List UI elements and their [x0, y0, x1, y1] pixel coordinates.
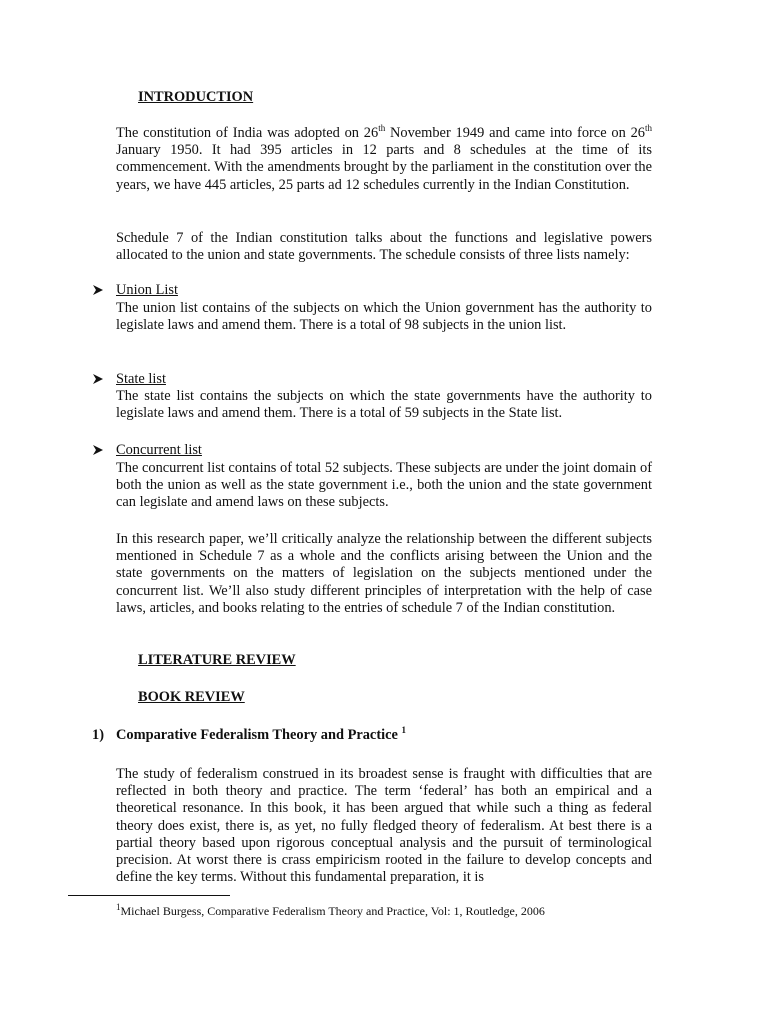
footnote-separator	[68, 895, 230, 896]
footnote	[116, 904, 545, 918]
intro-paragraph-1	[116, 125, 652, 194]
state-list-heading: State list	[116, 371, 166, 387]
intro-paragraph-2: Schedule 7 of the Indian constitution talks about the functions and legislative powers allocated to the union and state governments. The schedule consists of three lists namely:	[116, 230, 652, 264]
intro-p1-part-a: The constitution of India was adopted on 26	[116, 125, 379, 141]
footnote-marker: 1	[116, 902, 121, 912]
book-item-1-number: 1)	[92, 727, 104, 743]
union-list-heading: Union List	[116, 282, 178, 298]
intro-p1-superscript-2: th	[644, 123, 652, 134]
union-list-text: The union list contains of the subjects on which the Union government has the authority to legislate laws and amend them. There is a total of 98 subjects in the union list.	[116, 300, 652, 334]
footnote-reference: 1	[401, 725, 406, 736]
intro-p1-part-c: January 1950. It had 395 articles in 12 parts and 8 schedules at the time of its commencement. With the amendments brought by the parliament in the constitution over the years, we have 445 articles, 25 parts ad 12 schedules currently in the Indian Constitution.	[116, 142, 652, 193]
book-item-1-title: Comparative Federalism Theory and Practice	[116, 727, 402, 743]
introduction-heading: INTRODUCTION	[138, 89, 254, 105]
research-paragraph: In this research paper, we’ll critically analyze the relationship between the different subjects mentioned in Schedule 7 as a whole and the conflicts arising between the Union and the state governments on the matters of legislation on the subjects mentioned under the concurrent list. We’ll also study different principles of interpretation with the help of case laws, articles, and books relating to the entries of schedule 7 of the Indian constitution.	[116, 531, 652, 616]
book-item-1-text: The study of federalism construed in its broadest sense is fraught with difficulties that are reflected in both theory and practice. The term ‘federal’ has both an empirical and a theoretical resonance. In this book, it has been argued that while such a thing as federal theory does exist, there is, as yet, no fully fledged theory of federalism. At best there is a partial theory based upon rigorous conceptual analysis and the pursuit of terminological precision. At worst there is crass empiricism rooted in the failure to develop concepts and define the key terms. Without this fundamental preparation, it is	[116, 766, 652, 886]
state-list-text: The state list contains the subjects on which the state governments have the authority to legislate laws and amend them. There is a total of 59 subjects in the State list.	[116, 388, 652, 422]
book-review-heading: BOOK REVIEW	[138, 689, 245, 705]
book-item-1-heading	[92, 727, 406, 744]
arrow-bullet-icon	[92, 444, 104, 456]
intro-p1-superscript-1: th	[378, 123, 386, 134]
concurrent-list-heading: Concurrent list	[116, 442, 202, 458]
arrow-bullet-icon	[92, 284, 104, 296]
literature-review-heading: LITERATURE REVIEW	[138, 652, 296, 668]
footnote-text: Michael Burgess, Comparative Federalism Theory and Practice, Vol: 1, Routledge, 2006	[120, 904, 545, 918]
arrow-bullet-icon	[92, 373, 104, 385]
intro-p1-part-b: November 1949 and came into force on 26	[385, 125, 645, 141]
concurrent-list-text: The concurrent list contains of total 52 subjects. These subjects are under the joint domain of both the union as well as the state government i.e., both the union and the state government can legislate and amend laws on these subjects.	[116, 460, 652, 511]
